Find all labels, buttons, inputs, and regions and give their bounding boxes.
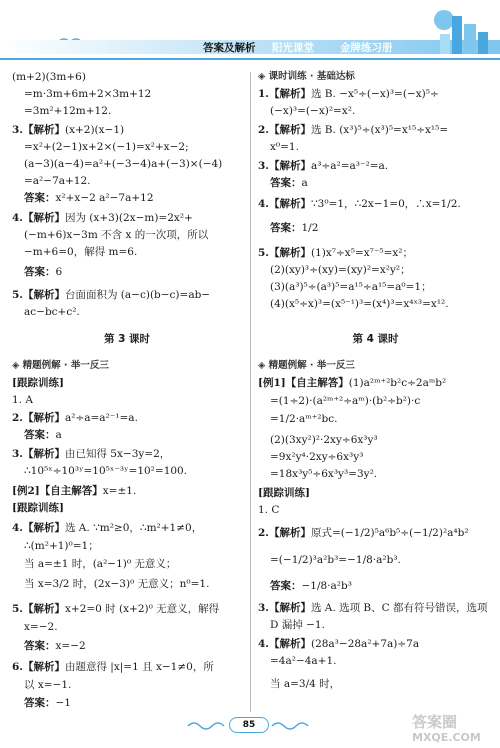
- text-line: 2.【解析】原式=(−1/2)⁵a⁶b⁵÷(−1/2)²a⁴b²: [258, 527, 469, 539]
- text-line: 3.【解析】由已知得 5x−3y=2，: [12, 448, 171, 460]
- text-line: =4a²−4a+1.: [270, 655, 337, 667]
- text-line: [跟踪训练]: [12, 377, 64, 389]
- book-label: 金牌练习册: [340, 42, 393, 54]
- wave-right-icon: [270, 718, 310, 732]
- text-line: 1. C: [258, 504, 280, 516]
- text-line: 3.【解析】a³÷a²=a³⁻²=a.: [258, 160, 389, 172]
- text-line: =9x²y⁴·2xy÷6x³y³: [270, 451, 364, 463]
- text-line: 5.【解析】(1)x⁷÷x⁵=x⁷⁻⁵=x²；: [258, 247, 414, 259]
- text-line: 答案：1/2: [270, 222, 319, 234]
- text-line: ac−bc+c².: [24, 306, 80, 318]
- series-label: 阳光课堂: [272, 42, 314, 54]
- text-line: =18x³y⁵÷6x³y³=3y².: [270, 468, 378, 480]
- building-logo-icon: [422, 2, 492, 58]
- text-line: 当 a=±1 时，(a²−1)⁰ 无意义；: [24, 558, 177, 570]
- text-line: 以 x=−1.: [24, 679, 72, 691]
- text-line: 5.【解析】台面面积为 (a−c)(b−c)=ab−: [12, 289, 211, 301]
- section-title: 第 4 课时: [352, 333, 399, 345]
- text-line: (2)(xy)³÷(xy)=(xy)²=x²y²；: [270, 264, 411, 276]
- text-line: 答案：x=−2: [24, 640, 86, 652]
- column-divider: [250, 72, 251, 712]
- section-banner: ◈ 精题例解 · 举一反三: [258, 360, 355, 371]
- text-line: 4.【解析】选 A. ∵m²≥0，∴m²+1≠0，: [12, 522, 203, 534]
- text-line: 答案：−1: [24, 697, 71, 709]
- section-banner: ◈ 课时训练 · 基础达标: [258, 71, 355, 82]
- text-line: 5.【解析】x+2=0 时 (x+2)⁰ 无意义，解得: [12, 603, 220, 615]
- text-line: 答案：a: [24, 429, 62, 441]
- text-line: ∴10⁵ˣ÷10³ʸ=10⁵ˣ⁻³ʸ=10²=100.: [24, 465, 188, 477]
- text-line: 4.【解析】因为 (x+3)(2x−m)=2x²+: [12, 212, 193, 224]
- text-line: ∴(m²+1)⁰=1；: [24, 540, 99, 552]
- page-header: [0, 0, 500, 62]
- text-line: −m+6=0，解得 m=6.: [24, 246, 138, 258]
- text-line: 答案：−1/8·a²b³: [270, 580, 352, 592]
- text-line: 答案：x²+x−2 a²−7a+12: [24, 192, 154, 204]
- section-banner: ◈ 精题例解 · 举一反三: [12, 360, 109, 371]
- text-line: 6.【解析】由题意得 |x|=1 且 x−1≠0，所: [12, 661, 214, 673]
- text-line: (−m+6)x−3m 不含 x 的一次项，所以: [24, 229, 209, 241]
- text-line: (−x)³=(−x)²=x².: [270, 105, 356, 117]
- text-line: [例1]【自主解答】(1)a²ᵐ⁺²b²c÷2aᵐb²: [258, 377, 447, 389]
- text-line: =3m²+12m+12.: [24, 105, 112, 117]
- text-line: [跟踪训练]: [258, 487, 310, 499]
- text-line: 当 a=3/4 时，: [270, 678, 341, 690]
- text-line: 2.【解析】选 B. (x³)⁵÷(x³)⁵=x¹⁵÷x¹⁵=: [258, 124, 449, 136]
- text-line: (m+2)(3m+6): [12, 71, 86, 83]
- text-line: 当 x=3/2 时，(2x−3)⁰ 无意义；n⁰=1.: [24, 578, 210, 590]
- text-line: D 漏掉 −1.: [270, 619, 325, 631]
- text-line: (4)(x⁵÷x)³=(x⁵⁻¹)³=(x⁴)³=x⁴ˣ³=x¹².: [270, 298, 449, 310]
- text-line: (2)(3xy²)²·2xy÷6x³y³: [270, 434, 378, 446]
- text-line: 1.【解析】选 B. −x⁵÷(−x)³=(−x)⁵÷: [258, 88, 439, 100]
- text-line: 答案：a: [270, 177, 308, 189]
- text-line: x⁰=1.: [270, 141, 299, 153]
- wave-left-icon: [186, 718, 226, 732]
- watermark: [412, 714, 481, 746]
- text-line: 3.【解析】选 A. 选项 B、C 都有符号错误，选项: [258, 602, 488, 614]
- page-number: 85: [229, 717, 269, 733]
- text-line: =1/2·aᵐ⁺²bc.: [270, 413, 338, 425]
- text-line: 2.【解析】a²÷a=a²⁻¹=a.: [12, 412, 138, 424]
- text-line: (a−3)(a−4)=a²+(−3−4)a+(−3)×(−4): [24, 158, 223, 170]
- watermark-top: 答案圈: [412, 713, 458, 731]
- text-line: =a²−7a+12.: [24, 175, 91, 187]
- text-line: [跟踪训练]: [12, 502, 64, 514]
- text-line: =(−1/2)³a²b³=−1/8·a²b³.: [270, 554, 401, 566]
- text-line: 4.【解析】∵3⁰=1，∴2x−1=0，∴x=1/2.: [258, 198, 461, 210]
- answer-label: 答案及解析: [203, 42, 256, 54]
- text-line: 答案：6: [24, 266, 63, 278]
- text-line: 1. A: [12, 394, 33, 406]
- header-rule: [0, 58, 500, 60]
- watermark-bottom: MXQE.COM: [412, 731, 481, 744]
- text-line: [例2]【自主解答】x=±1.: [12, 485, 137, 497]
- text-line: =m·3m+6m+2×3m+12: [24, 88, 152, 100]
- text-line: =(1÷2)·(a²ᵐ⁺²÷aᵐ)·(b²÷b²)·c: [270, 395, 421, 407]
- text-line: 3.【解析】(x+2)(x−1): [12, 124, 125, 136]
- page-footer: [0, 714, 500, 748]
- text-line: (3)(a³)⁵÷(a³)⁵=a¹⁵÷a¹⁵=a⁰=1；: [270, 281, 432, 293]
- text-line: x=−2.: [24, 621, 58, 633]
- section-title: 第 3 课时: [103, 333, 151, 345]
- text-line: 4.【解析】(28a³−28a²+7a)÷7a: [258, 638, 420, 650]
- text-line: =x²+(2−1)x+2×(−1)=x²+x−2;: [24, 141, 189, 153]
